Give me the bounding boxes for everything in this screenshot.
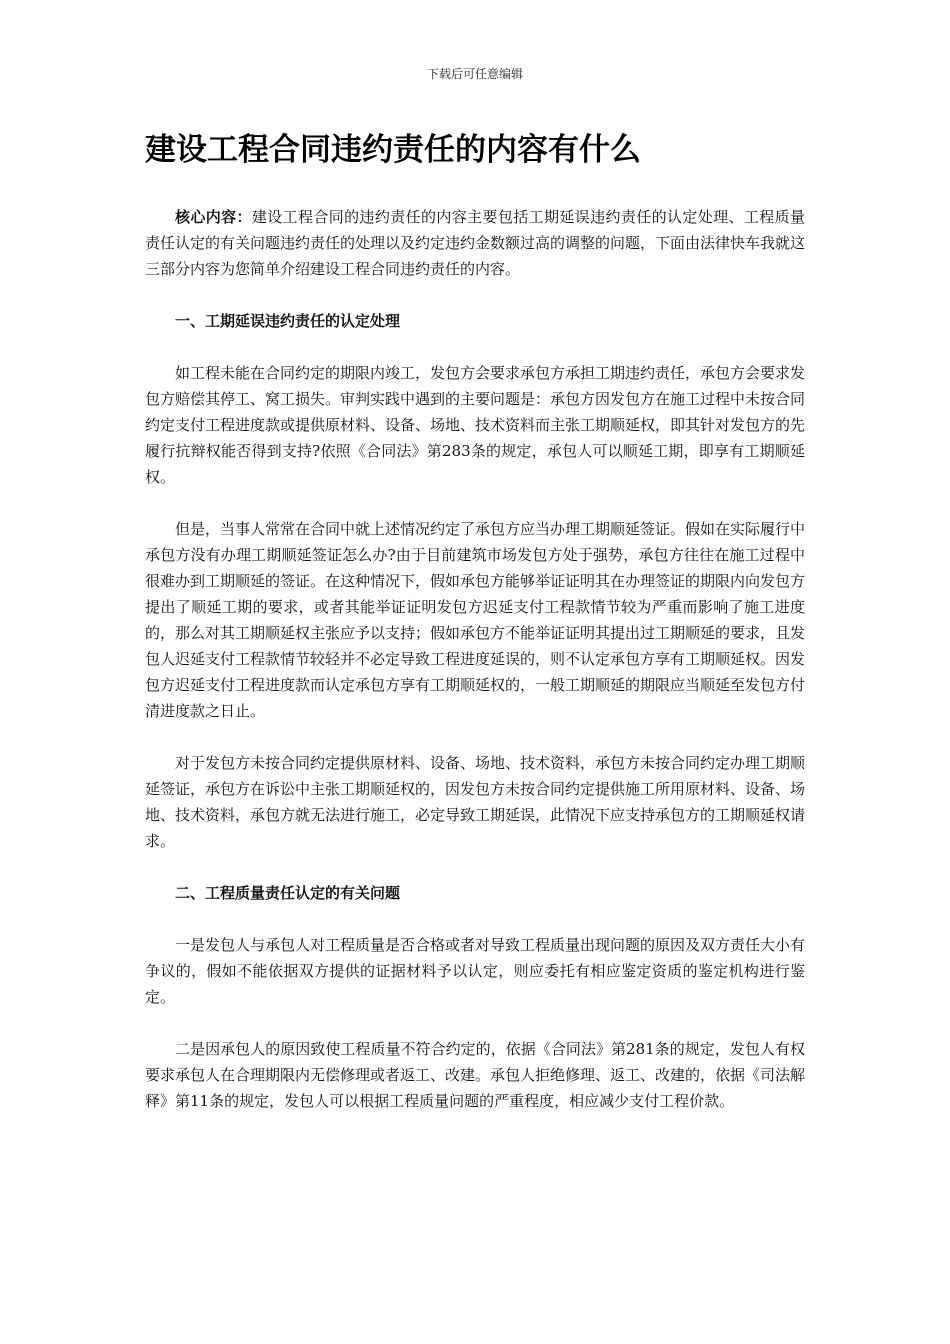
section-2-paragraph-2: 二是因承包人的原因致使工程质量不符合约定的，依据《合同法》第281条的规定，发包人有权要求承包人在合理期限内无偿修理或者返工、改建。承包人拒绝修理、返工、改建的，依据《司法解释》第11条的规定，发包人可以根据工程质量问题的严重程度，相应减少支付工程价款。	[145, 1040, 806, 1110]
section-heading-1: 一、工期延误违约责任的认定处理	[175, 312, 401, 330]
section-1-paragraph-2: 但是，当事人常常在合同中就上述情况约定了承包方应当办理工期顺延签证。假如在实际履行中承包方没有办理工期顺延签证怎么办?由于目前建筑市场发包方处于强势，承包方往往在施工过程中很难办到工期顺延的签证。在这种情况下，假如承包方能够举证证明其在办理签证的期限内向发包方提出了顺延工期的要求，或者其能举证证明发包方迟延支付工程款情节较为严重而影响了施工进度的，那么对其工期顺延权主张应予以支持；假如承包方不能举证证明其提出过工期顺延的要求，且发包人迟延支付工程款情节较轻并不必定导致工程进度延误的，则不认定承包方享有工期顺延权。因发包方迟延支付工程进度款而认定承包方享有工期顺延权的，一般工期顺延的期限应当顺延至发包方付清进度款之日止。	[145, 520, 806, 720]
document-title: 建设工程合同违约责任的内容有什么	[145, 132, 641, 168]
page-header-note: 下载后可任意编辑	[426, 67, 523, 81]
section-1-paragraph-1: 如工程未能在合同约定的期限内竣工，发包方会要求承包方承担工期违约责任，承包方会要求发包方赔偿其停工、窝工损失。审判实践中遇到的主要问题是：承包方因发包方在施工过程中未按合同约定支付工程进度款或提供原材料、设备、场地、技术资料而主张工期顺延权，即其针对发包方的先履行抗辩权能否得到支持?依照《合同法》第283条的规定，承包人可以顺延工期，即享有工期顺延权。	[145, 364, 806, 486]
section-heading-2: 二、工程质量责任认定的有关问题	[175, 884, 401, 902]
document-body	[145, 204, 805, 1114]
intro-paragraph	[145, 204, 805, 282]
section-2-paragraph-1: 一是发包人与承包人对工程质量是否合格或者对导致工程质量出现问题的原因及双方责任大小有争议的，假如不能依据双方提供的证据材料予以认定，则应委托有相应鉴定资质的鉴定机构进行鉴定。	[145, 936, 806, 1006]
section-1-paragraph-3: 对于发包方未按合同约定提供原材料、设备、场地、技术资料，承包方未按合同约定办理工期顺延签证，承包方在诉讼中主张工期顺延权的，因发包方未按合同约定提供施工所用原材料、设备、场地、技术资料，承包方就无法进行施工，必定导致工期延误，此情况下应支持承包方的工期顺延权请求。	[145, 754, 806, 850]
intro-label: 核心内容：	[175, 208, 252, 226]
intro-text: 建设工程合同的违约责任的内容主要包括工期延误违约责任的认定处理、工程质量责任认定的有关问题违约责任的处理以及约定违约金数额过高的调整的问题，下面由法律快车我就这三部分内容为您简单介绍建设工程合同违约责任的内容。	[145, 208, 806, 278]
